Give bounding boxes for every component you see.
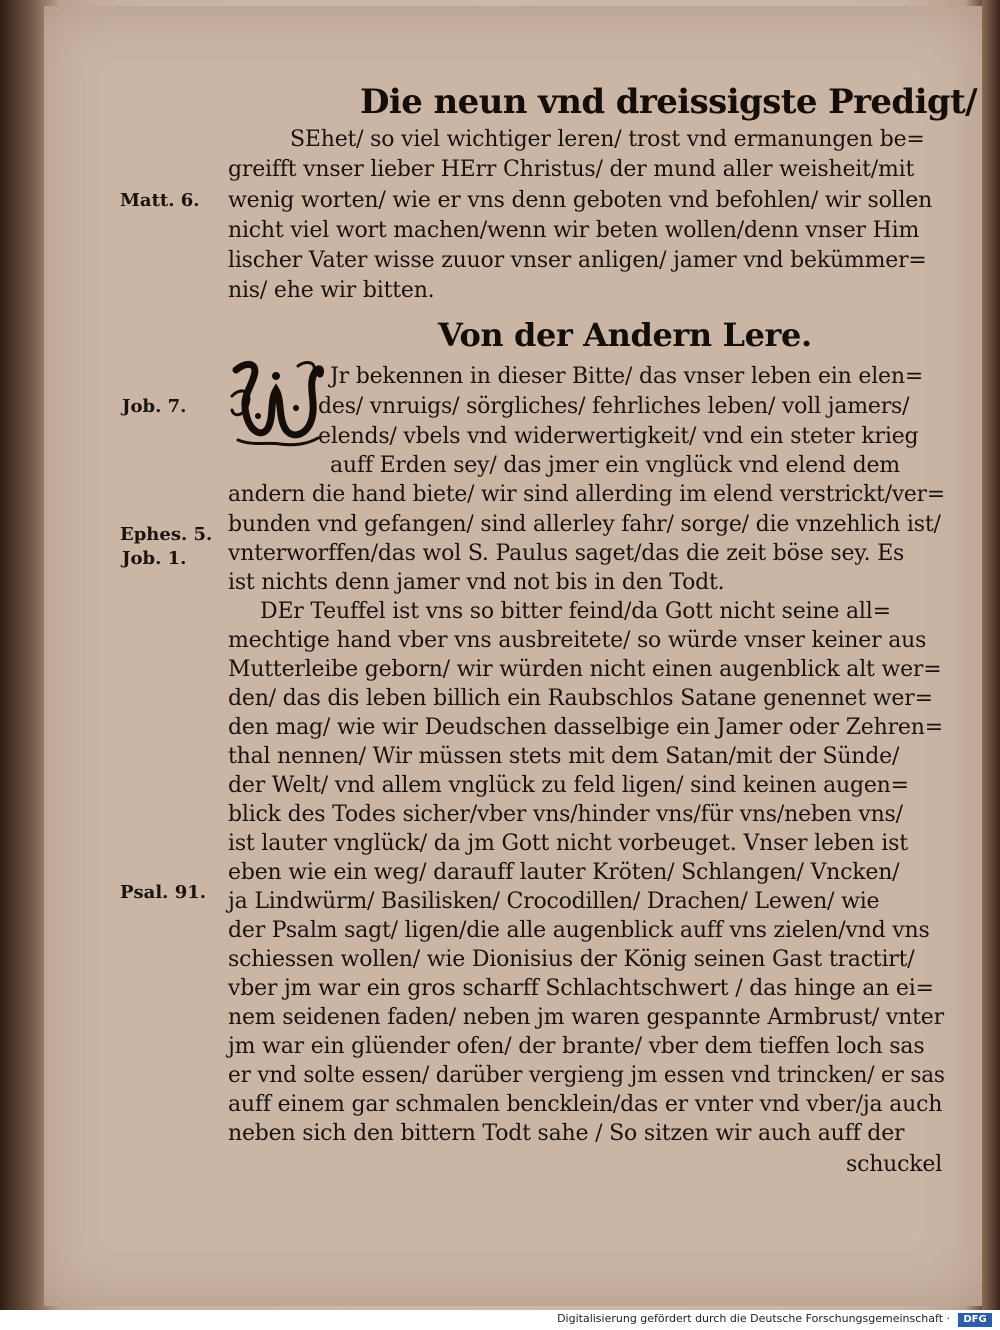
text-line: ist lauter vnglück/ da jm Gott nicht vorbeuget. Vnser leben ist bbox=[228, 831, 908, 856]
text-line: lischer Vater wisse zuuor vnser anligen/ jamer vnd bekümmer= bbox=[228, 248, 927, 273]
page-edge bbox=[982, 0, 1000, 1310]
text-line: schiessen wollen/ wie Dionisius der König seinen Gast tractirt/ bbox=[228, 947, 915, 972]
section-heading: Von der Andern Lere. bbox=[438, 316, 812, 354]
catchword: schuckel bbox=[846, 1152, 943, 1177]
text-line: den/ das dis leben billich ein Raubschlos Satane genennet wer= bbox=[228, 686, 933, 711]
footer-bar bbox=[0, 1310, 1000, 1330]
text-line: nem seidenen faden/ neben jm waren gespannte Armbrust/ vnter bbox=[228, 1005, 944, 1030]
text-line: elends/ vbels vnd widerwertigkeit/ vnd ein steter krieg bbox=[318, 424, 919, 449]
margin-note-psal: Psal. 91. bbox=[120, 882, 207, 903]
decorated-initial bbox=[228, 356, 324, 448]
text-line: der Psalm sagt/ ligen/die alle augenblick auff vns zielen/vnd vns bbox=[228, 918, 930, 943]
text-line: thal nennen/ Wir müssen stets mit dem Satan/mit der Sünde/ bbox=[228, 744, 900, 769]
text-line: nis/ ehe wir bitten. bbox=[228, 278, 435, 303]
footer-credit: Digitalisierung gefördert durch die Deutsche Forschungsgemeinschaft · bbox=[557, 1312, 950, 1325]
text-line: er vnd solte essen/ darüber vergieng jm essen vnd trincken/ er sas bbox=[228, 1063, 945, 1088]
page-title: Die neun vnd dreissigste Predigt/ bbox=[360, 82, 978, 122]
text-line: bunden vnd gefangen/ sind allerley fahr/ sorge/ die vnzehlich ist/ bbox=[228, 512, 941, 537]
margin-note-job7: Job. 7. bbox=[122, 396, 187, 417]
text-line: auff Erden sey/ das jmer ein vnglück vnd elend dem bbox=[330, 453, 900, 478]
text-line: ja Lindwürm/ Basilisken/ Crocodillen/ Drachen/ Lewen/ wie bbox=[228, 889, 880, 914]
text-line: eben wie ein weg/ darauff lauter Kröten/ Schlangen/ Vncken/ bbox=[228, 860, 900, 885]
text-line: vber jm war ein gros scharff Schlachtschwert / das hinge an ei= bbox=[228, 976, 934, 1001]
text-line: auff einem gar schmalen bencklein/das er vnter vnd vber/ja auch bbox=[228, 1092, 943, 1117]
text-line: der Welt/ vnd allem vnglück zu feld ligen/ sind keinen augen= bbox=[228, 773, 909, 798]
text-line: SEhet/ so viel wichtiger leren/ trost vnd ermanungen be= bbox=[290, 127, 925, 152]
margin-note-ephes: Ephes. 5. bbox=[120, 524, 213, 545]
text-line: vnterworffen/das wol S. Paulus saget/das die zeit böse sey. Es bbox=[228, 541, 905, 566]
dfg-logo: DFG bbox=[958, 1313, 992, 1327]
text-line: den mag/ wie wir Deudschen dasselbige ein Jamer oder Zehren= bbox=[228, 715, 943, 740]
text-line: jm war ein glüender ofen/ der brante/ vber dem tieffen loch sas bbox=[228, 1034, 925, 1059]
text-line: wenig worten/ wie er vns denn geboten vnd befohlen/ wir sollen bbox=[228, 188, 933, 213]
text-line: neben sich den bittern Todt sahe / So sitzen wir auch auff der bbox=[228, 1121, 905, 1146]
text-line: mechtige hand vber vns ausbreitete/ so würde vnser keiner aus bbox=[228, 628, 927, 653]
margin-note-job1: Job. 1. bbox=[122, 548, 187, 569]
text-line: des/ vnruigs/ sörgliches/ fehrliches leben/ voll jamers/ bbox=[318, 394, 910, 419]
text-line: greifft vnser lieber HErr Christus/ der mund aller weisheit/mit bbox=[228, 157, 915, 182]
text-line: nicht viel wort machen/wenn wir beten wollen/denn vnser Him bbox=[228, 218, 920, 243]
margin-note-matt: Matt. 6. bbox=[120, 190, 200, 211]
text-line: blick des Todes sicher/vber vns/hinder vns/für vns/neben vns/ bbox=[228, 802, 903, 827]
text-line: andern die hand biete/ wir sind allerding im elend verstrickt/ver= bbox=[228, 482, 945, 507]
text-line: Jr bekennen in dieser Bitte/ das vnser leben ein elen= bbox=[330, 364, 924, 389]
text-line: ist nichts denn jamer vnd not bis in den Todt. bbox=[228, 570, 725, 595]
text-line: Mutterleibe geborn/ wir würden nicht einen augenblick alt wer= bbox=[228, 657, 942, 682]
text-line: DEr Teuffel ist vns so bitter feind/da Gott nicht seine all= bbox=[260, 599, 891, 624]
